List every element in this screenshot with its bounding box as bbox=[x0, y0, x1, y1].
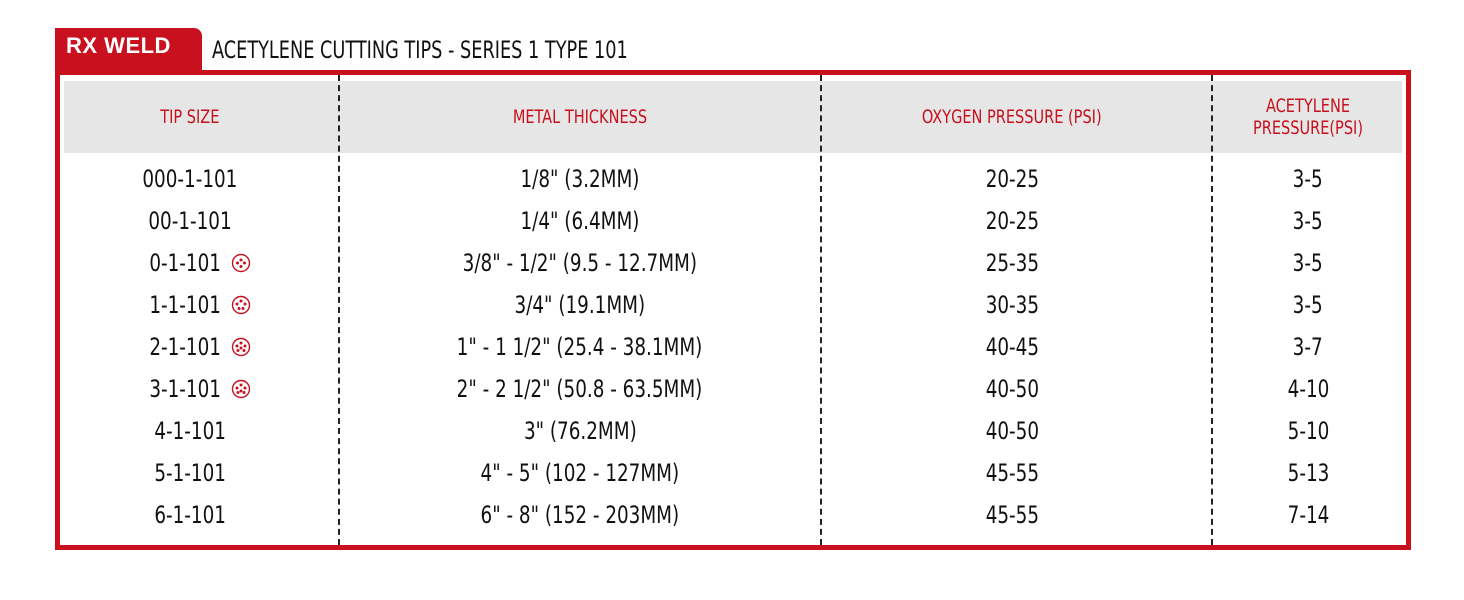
cell-oxygen-pressure: 25-35 bbox=[985, 249, 1039, 277]
cell-metal-thickness: 3/8" - 1/2" (9.5 - 12.7MM) bbox=[462, 249, 698, 277]
cell-tip-size: 3-1-101 bbox=[60, 368, 320, 410]
cell-oxygen-pressure: 20-25 bbox=[985, 207, 1039, 235]
cell-tip-size: 5-1-101 bbox=[154, 459, 226, 487]
cell-oxygen-pressure: 45-55 bbox=[985, 501, 1039, 529]
cell-tip-size: 000-1-101 bbox=[142, 165, 238, 193]
table-row bbox=[60, 158, 1406, 200]
cell-acetylene-pressure: 5-10 bbox=[1287, 417, 1329, 445]
cell-oxygen-pressure: 40-50 bbox=[985, 375, 1039, 403]
table-row bbox=[60, 494, 1406, 536]
header-metal-thickness: METAL THICKNESS bbox=[512, 106, 648, 128]
cell-oxygen-pressure: 45-55 bbox=[985, 459, 1039, 487]
table-row bbox=[60, 326, 1406, 368]
table-row bbox=[60, 410, 1406, 452]
cell-acetylene-pressure: 3-5 bbox=[1293, 165, 1323, 193]
cell-metal-thickness: 1/8" (3.2MM) bbox=[520, 165, 640, 193]
cell-tip-size: 6-1-101 bbox=[154, 501, 226, 529]
cell-acetylene-pressure: 3-5 bbox=[1293, 291, 1323, 319]
tip-orifice-icon bbox=[231, 337, 251, 357]
cell-oxygen-pressure: 40-45 bbox=[985, 333, 1039, 361]
cell-metal-thickness: 3" (76.2MM) bbox=[523, 417, 637, 445]
tip-orifice-icon bbox=[231, 253, 251, 273]
cell-tip-size: 0-1-101 bbox=[60, 242, 320, 284]
tip-orifice-icon bbox=[231, 379, 251, 399]
cell-tip-size: 1-1-101 bbox=[60, 284, 320, 326]
cell-tip-size: 00-1-101 bbox=[148, 207, 232, 235]
cell-metal-thickness: 6" - 8" (152 - 203MM) bbox=[480, 501, 680, 529]
cell-oxygen-pressure: 40-50 bbox=[985, 417, 1039, 445]
cell-metal-thickness: 1/4" (6.4MM) bbox=[520, 207, 640, 235]
spec-table bbox=[55, 70, 1411, 550]
cell-oxygen-pressure: 30-35 bbox=[985, 291, 1039, 319]
cell-metal-thickness: 3/4" (19.1MM) bbox=[514, 291, 646, 319]
cell-acetylene-pressure: 3-5 bbox=[1293, 249, 1323, 277]
header-acetylene-pressure: ACETYLENE PRESSURE(PSI) bbox=[1252, 95, 1363, 139]
header-oxygen-pressure: OXYGEN PRESSURE (PSI) bbox=[922, 106, 1102, 128]
cell-acetylene-pressure: 7-14 bbox=[1287, 501, 1329, 529]
cell-acetylene-pressure: 3-5 bbox=[1293, 207, 1323, 235]
tip-orifice-icon bbox=[231, 295, 251, 315]
table-row bbox=[60, 368, 1406, 410]
cell-oxygen-pressure: 20-25 bbox=[985, 165, 1039, 193]
table-row bbox=[60, 242, 1406, 284]
cell-tip-size: 2-1-101 bbox=[60, 326, 320, 368]
cell-acetylene-pressure: 3-7 bbox=[1293, 333, 1323, 361]
cell-acetylene-pressure: 4-10 bbox=[1287, 375, 1329, 403]
brand-logo: RX WELD bbox=[66, 33, 171, 58]
table-row bbox=[60, 452, 1406, 494]
cell-metal-thickness: 2" - 2 1/2" (50.8 - 63.5MM) bbox=[457, 375, 703, 403]
table-row bbox=[60, 200, 1406, 242]
cell-metal-thickness: 4" - 5" (102 - 127MM) bbox=[480, 459, 680, 487]
cell-metal-thickness: 1" - 1 1/2" (25.4 - 38.1MM) bbox=[457, 333, 703, 361]
cell-tip-size: 4-1-101 bbox=[154, 417, 226, 445]
header-tip-size: TIP SIZE bbox=[160, 106, 220, 128]
page-title: ACETYLENE CUTTING TIPS - SERIES 1 TYPE 101 bbox=[212, 36, 628, 64]
cell-acetylene-pressure: 5-13 bbox=[1287, 459, 1329, 487]
table-row bbox=[60, 284, 1406, 326]
